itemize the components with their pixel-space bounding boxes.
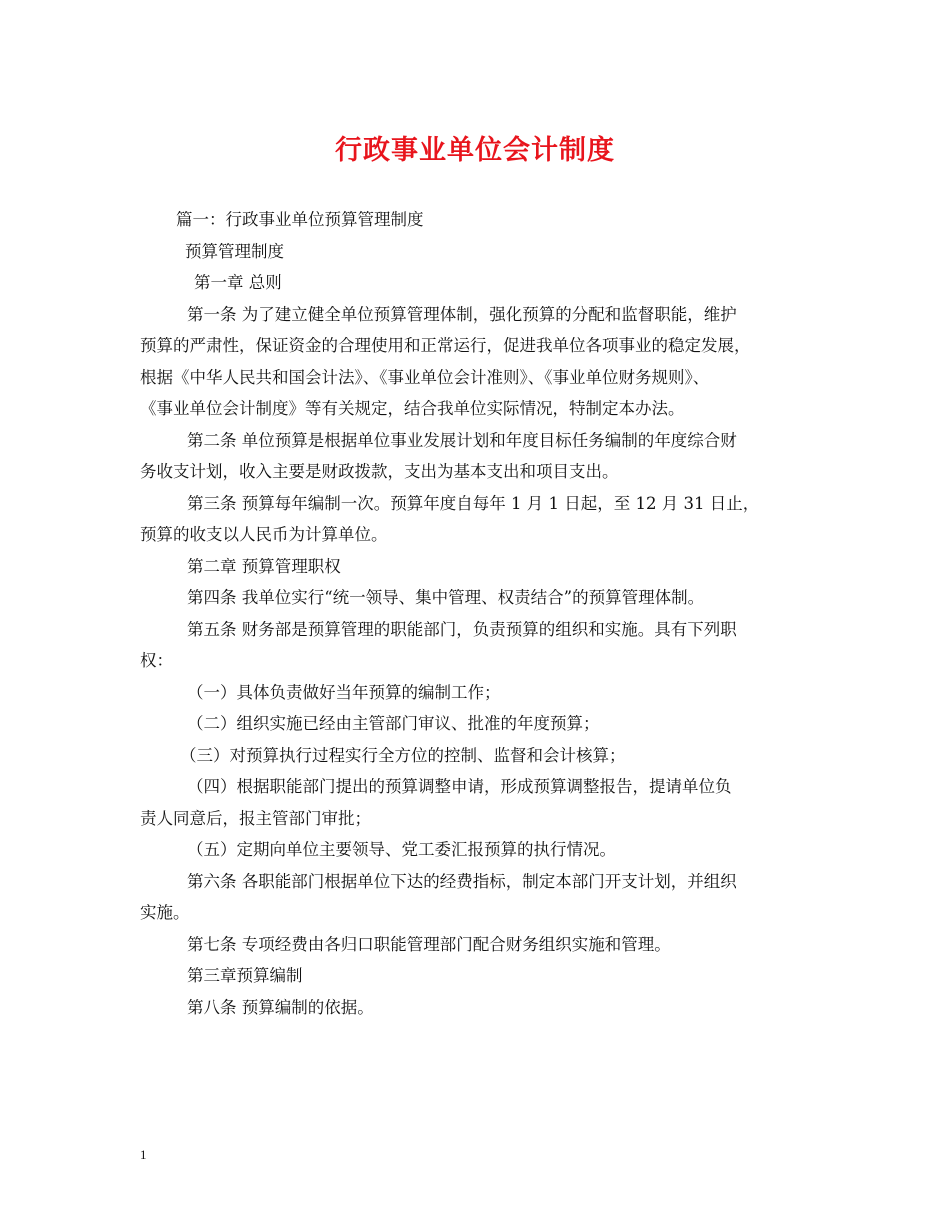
chapter-heading: 第一章 总则	[194, 273, 282, 292]
list-item: （一）具体负责做好当年预算的编制工作；	[187, 682, 501, 702]
paragraph-line: 第三条 预算每年编制一次。预算年度自每年 1 月 1 日起，至 12 月 31 日止，	[187, 493, 760, 513]
list-item: 责人同意后，报主管部门审批；	[140, 808, 371, 828]
paragraph-line: 第一条 为了建立健全单位预算管理体制，强化预算的分配和监督职能，维护	[187, 304, 737, 324]
section-heading: 篇一：行政事业单位预算管理制度	[176, 210, 424, 229]
chapter-heading: 第三章预算编制	[187, 966, 303, 985]
paragraph-line: 第六条 各职能部门根据单位下达的经费指标，制定本部门开支计划，并组织	[187, 871, 737, 891]
paragraph-line: 第二条 单位预算是根据单位事业发展计划和年度目标任务编制的年度综合财	[187, 430, 737, 450]
paragraph-line: 《事业单位会计制度》等有关规定，结合我单位实际情况，特制定本办法。	[140, 399, 685, 418]
list-item: （四）根据职能部门提出的预算调整申请，形成预算调整报告，提请单位负	[187, 777, 732, 796]
paragraph-line: 第七条 专项经费由各归口职能管理部门配合财务组织实施和管理。	[187, 934, 671, 954]
chapter-heading: 第二章 预算管理职权	[187, 556, 341, 576]
paragraph-line: 预算的收支以人民币为计算单位。	[140, 525, 388, 544]
document-body	[140, 204, 812, 1023]
page-number: 1	[140, 1147, 147, 1162]
paragraph-line: 第四条 我单位实行“统一领导、集中管理、权责结合”的预算管理体制。	[187, 588, 705, 607]
document-subtitle: 预算管理制度	[185, 241, 284, 261]
paragraph-line: 权：	[140, 651, 173, 670]
paragraph-line: 务收支计划，收入主要是财政拨款，支出为基本支出和项目支出。	[140, 462, 619, 481]
paragraph-line: 根据《中华人民共和国会计法》、《事业单位会计准则》、《事业单位财务规则》、	[140, 367, 710, 387]
paragraph-line: 预算的严肃性，保证资金的合理使用和正常运行，促进我单位各项事业的稳定发展，	[140, 336, 751, 355]
document-title: 行政事业单位会计制度	[335, 135, 615, 166]
list-item: （三）对预算执行过程实行全方位的控制、监督和会计核算；	[180, 745, 626, 765]
paragraph-line: 第八条 预算编制的依据。	[187, 997, 374, 1017]
list-item: （二）组织实施已经由主管部门审议、批准的年度预算；	[187, 714, 600, 733]
list-item: （五）定期向单位主要领导、党工委汇报预算的执行情况。	[187, 840, 616, 859]
paragraph-line: 第五条 财务部是预算管理的职能部门，负责预算的组织和实施。具有下列职	[187, 619, 737, 639]
paragraph-line: 实施。	[140, 903, 190, 922]
